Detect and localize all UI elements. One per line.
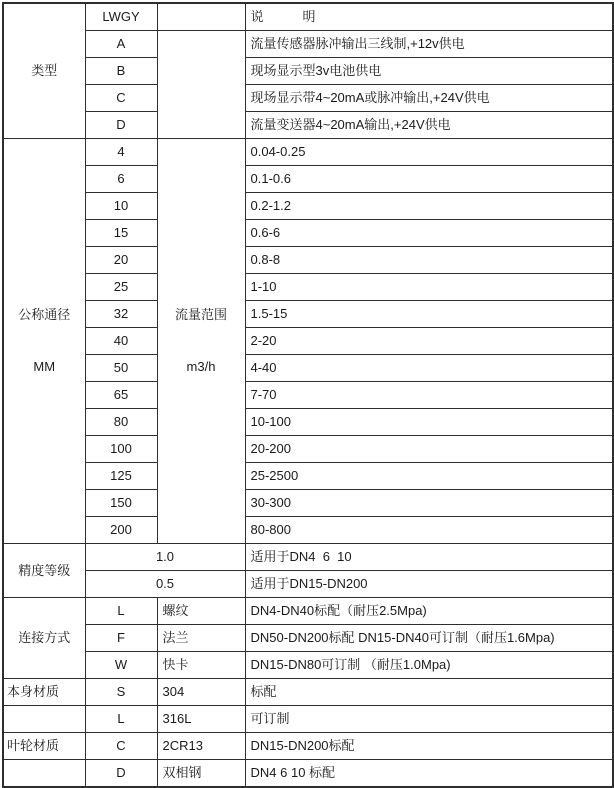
description-header: 说 明 xyxy=(245,3,613,31)
table-row xyxy=(3,598,613,625)
diameter-code-cell: 50 xyxy=(85,355,157,382)
category-impeller-material-label: 叶轮材质 xyxy=(3,733,85,760)
diameter-label-line1: 公称通径 xyxy=(18,307,71,323)
table-row xyxy=(3,328,613,355)
empty-cell xyxy=(3,760,85,788)
diameter-code-cell: 125 xyxy=(85,463,157,490)
material-desc-cell: DN15-DN200标配 xyxy=(245,733,613,760)
flow-range-line2: m3/h xyxy=(186,358,216,374)
material-code-cell: S xyxy=(85,679,157,706)
model-code-cell: LWGY xyxy=(85,3,157,31)
category-accuracy-label: 精度等级 xyxy=(3,544,85,598)
type-code-cell: B xyxy=(85,58,157,85)
empty-cell xyxy=(157,3,245,31)
type-desc-cell: 流量变送器4~20mA输出,+24V供电 xyxy=(245,112,613,139)
diameter-code-cell: 6 xyxy=(85,166,157,193)
table-row xyxy=(3,517,613,544)
flowmeter-spec-table xyxy=(2,2,614,788)
category-diameter-label xyxy=(3,139,85,544)
connection-code-cell: W xyxy=(85,652,157,679)
table-row xyxy=(3,193,613,220)
material-code-cell: L xyxy=(85,706,157,733)
material-name-cell: 2CR13 xyxy=(157,733,245,760)
accuracy-value-cell: 1.0 xyxy=(85,544,245,571)
category-type-label: 类型 xyxy=(3,3,85,139)
table-row xyxy=(3,490,613,517)
accuracy-desc-cell: 适用于DN15-DN200 xyxy=(245,571,613,598)
diameter-code-cell: 4 xyxy=(85,139,157,166)
flow-range-cell: 0.6-6 xyxy=(245,220,613,247)
table-row xyxy=(3,139,613,166)
table-row xyxy=(3,355,613,382)
diameter-code-cell: 10 xyxy=(85,193,157,220)
table-row xyxy=(3,652,613,679)
diameter-label-line2: MM xyxy=(33,358,56,374)
flow-range-cell: 0.1-0.6 xyxy=(245,166,613,193)
type-code-cell: A xyxy=(85,31,157,58)
table-row xyxy=(3,274,613,301)
flow-range-cell: 80-800 xyxy=(245,517,613,544)
flow-range-cell: 4-40 xyxy=(245,355,613,382)
connection-name-cell: 法兰 xyxy=(157,625,245,652)
type-desc-cell: 流量传感器脉冲输出三线制,+12v供电 xyxy=(245,31,613,58)
table-row xyxy=(3,3,613,31)
flow-range-line1: 流量范围 xyxy=(174,307,227,323)
diameter-code-cell: 80 xyxy=(85,409,157,436)
table-row xyxy=(3,679,613,706)
table-row xyxy=(3,85,613,112)
table-row xyxy=(3,463,613,490)
material-code-cell: D xyxy=(85,760,157,788)
connection-code-cell: L xyxy=(85,598,157,625)
diameter-code-cell: 32 xyxy=(85,301,157,328)
table-row xyxy=(3,301,613,328)
table-row xyxy=(3,247,613,274)
table-row xyxy=(3,544,613,571)
diameter-code-cell: 25 xyxy=(85,274,157,301)
category-connection-label: 连接方式 xyxy=(3,598,85,679)
material-name-cell: 304 xyxy=(157,679,245,706)
table-row xyxy=(3,571,613,598)
accuracy-desc-cell: 适用于DN4 6 10 xyxy=(245,544,613,571)
table-row xyxy=(3,166,613,193)
flow-range-cell: 2-20 xyxy=(245,328,613,355)
connection-desc-cell: DN50-DN200标配 DN15-DN40可订制（耐压1.6Mpa) xyxy=(245,625,613,652)
flow-range-cell: 7-70 xyxy=(245,382,613,409)
diameter-code-cell: 15 xyxy=(85,220,157,247)
material-desc-cell: DN4 6 10 标配 xyxy=(245,760,613,788)
diameter-code-cell: 40 xyxy=(85,328,157,355)
flow-range-cell: 1-10 xyxy=(245,274,613,301)
connection-desc-cell: DN15-DN80可订制 （耐压1.0Mpa) xyxy=(245,652,613,679)
connection-name-cell: 快卡 xyxy=(157,652,245,679)
flow-range-cell: 1.5-15 xyxy=(245,301,613,328)
material-name-cell: 双相钢 xyxy=(157,760,245,788)
diameter-code-cell: 150 xyxy=(85,490,157,517)
flow-range-cell: 25-2500 xyxy=(245,463,613,490)
table-row xyxy=(3,220,613,247)
diameter-code-cell: 65 xyxy=(85,382,157,409)
flow-range-cell: 20-200 xyxy=(245,436,613,463)
table-row xyxy=(3,58,613,85)
table-row xyxy=(3,31,613,58)
table-row xyxy=(3,760,613,788)
table-row xyxy=(3,409,613,436)
material-name-cell: 316L xyxy=(157,706,245,733)
connection-desc-cell: DN4-DN40标配（耐压2.5Mpa) xyxy=(245,598,613,625)
flow-range-cell: 0.04-0.25 xyxy=(245,139,613,166)
diameter-code-cell: 20 xyxy=(85,247,157,274)
table-row xyxy=(3,706,613,733)
table-row xyxy=(3,733,613,760)
empty-cell xyxy=(3,706,85,733)
type-desc-cell: 现场显示型3v电池供电 xyxy=(245,58,613,85)
table-row xyxy=(3,382,613,409)
type-code-cell: D xyxy=(85,112,157,139)
accuracy-value-cell: 0.5 xyxy=(85,571,245,598)
flow-range-cell: 30-300 xyxy=(245,490,613,517)
flow-range-cell: 0.8-8 xyxy=(245,247,613,274)
diameter-code-cell: 100 xyxy=(85,436,157,463)
connection-name-cell: 螺纹 xyxy=(157,598,245,625)
type-code-cell: C xyxy=(85,85,157,112)
connection-code-cell: F xyxy=(85,625,157,652)
table-row xyxy=(3,625,613,652)
material-desc-cell: 可订制 xyxy=(245,706,613,733)
table-row xyxy=(3,112,613,139)
type-desc-cell: 现场显示带4~20mA或脉冲输出,+24V供电 xyxy=(245,85,613,112)
flow-range-cell: 0.2-1.2 xyxy=(245,193,613,220)
table-row xyxy=(3,436,613,463)
flow-range-label xyxy=(157,139,245,544)
material-code-cell: C xyxy=(85,733,157,760)
diameter-code-cell: 200 xyxy=(85,517,157,544)
empty-cell xyxy=(157,31,245,139)
flow-range-cell: 10-100 xyxy=(245,409,613,436)
category-body-material-label: 本身材质 xyxy=(3,679,85,706)
material-desc-cell: 标配 xyxy=(245,679,613,706)
